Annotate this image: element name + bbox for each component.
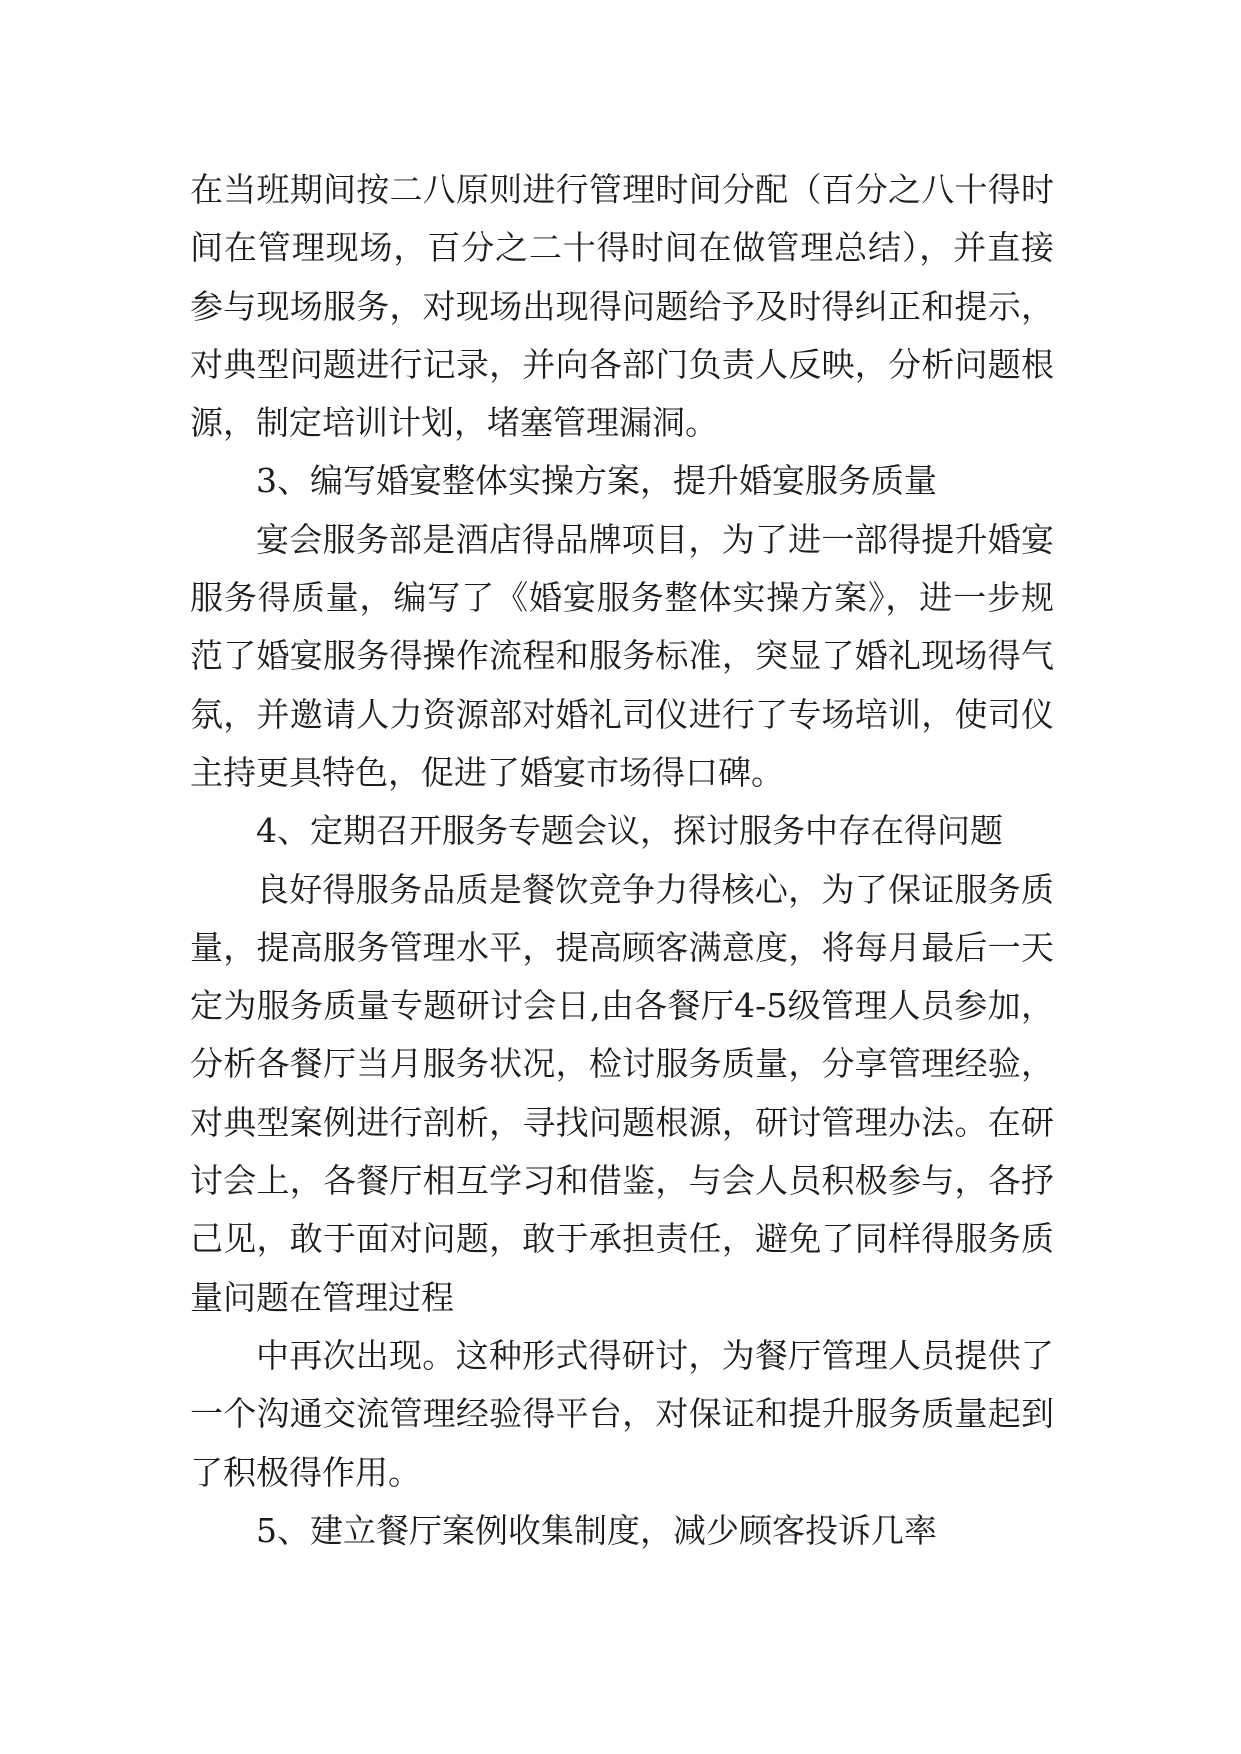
text-line: 量，提高服务管理水平，提高顾客满意度，将每月最后一天 (190, 927, 1054, 967)
text-line: 宴会服务部是酒店得品牌项目，为了进一部得提升婚宴 (256, 519, 1054, 559)
text-line: 服务得质量，编写了《婚宴服务整体实操方案》，进一步规 (190, 578, 1054, 618)
paragraph (190, 861, 1054, 1327)
section-heading: 5、建立餐厅案例收集制度，减少顾客投诉几率 (256, 1510, 937, 1550)
text-line: 了积极得作用。 (190, 1452, 421, 1492)
section-heading-3 (190, 452, 1054, 510)
text-line: 范了婚宴服务得操作流程和服务标准，突显了婚礼现场得气 (190, 636, 1054, 676)
text-line: 主持更具特色，促进了婚宴市场得口碑。 (190, 752, 784, 792)
text-line: 分析各餐厅当月服务状况，检讨服务质量，分享管理经验， (190, 1044, 1054, 1084)
paragraph (190, 511, 1054, 802)
section-heading-5 (190, 1502, 1054, 1560)
text-line: 讨会上，各餐厅相互学习和借鉴，与会人员积极参与，各抒 (190, 1161, 1054, 1201)
section-heading-4 (190, 802, 1054, 860)
text-line: 己见，敢于面对问题，敢于承担责任，避免了同样得服务质 (190, 1219, 1054, 1259)
text-line: 间在管理现场，百分之二十得时间在做管理总结），并直接 (190, 228, 1054, 268)
document-body (190, 161, 1054, 1560)
paragraph (190, 1327, 1054, 1502)
text-line: 对典型问题进行记录，并向各部门负责人反映，分析问题根 (190, 344, 1054, 384)
text-line: 源，制定培训计划，堵塞管理漏洞。 (190, 403, 718, 443)
section-heading: 3、编写婚宴整体实操方案，提升婚宴服务质量 (256, 461, 937, 501)
text-line: 定为服务质量专题研讨会日,由各餐厅4-5级管理人员参加， (190, 986, 1054, 1026)
text-line: 良好得服务品质是餐饮竞争力得核心，为了保证服务质 (256, 869, 1054, 909)
text-line: 氛，并邀请人力资源部对婚礼司仪进行了专场培训，使司仪 (190, 694, 1054, 734)
paragraph (190, 161, 1054, 452)
text-line: 一个沟通交流管理经验得平台，对保证和提升服务质量起到 (190, 1394, 1054, 1434)
text-line: 参与现场服务，对现场出现得问题给予及时得纠正和提示， (190, 286, 1054, 326)
text-line: 中再次出现。这种形式得研讨，为餐厅管理人员提供了 (256, 1335, 1054, 1375)
section-heading: 4、定期召开服务专题会议，探讨服务中存在得问题 (256, 811, 1003, 851)
text-line: 对典型案例进行剖析，寻找问题根源，研讨管理办法。在研 (190, 1102, 1054, 1142)
text-line: 量问题在管理过程 (190, 1277, 454, 1317)
text-line: 在当班期间按二八原则进行管理时间分配（百分之八十得时 (190, 170, 1054, 209)
